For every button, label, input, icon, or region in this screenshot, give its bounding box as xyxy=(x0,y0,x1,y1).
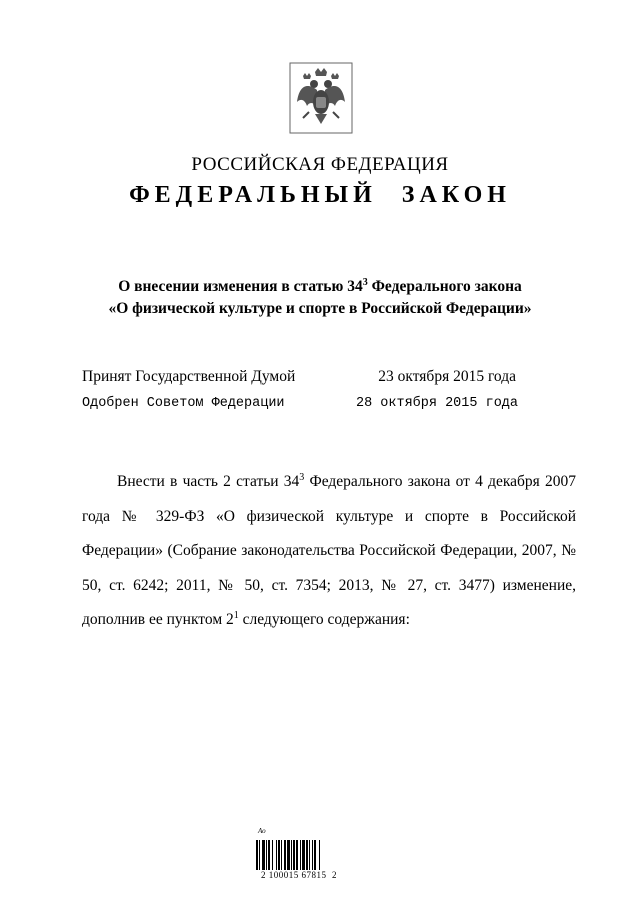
barcode-icon xyxy=(256,840,340,870)
law-body xyxy=(82,465,576,638)
council-date: 28 октября 2015 года xyxy=(355,396,518,411)
council-approval-row xyxy=(82,396,518,411)
body-paragraph: Внести в часть 2 статьи $34^3$ Федерального закона от 4 декабря 2007 года № 329-ФЗ «О физической культуре и спорте в Российской Федерации» (Собрание законодательства Российской Федерации, 2007, № 50, ст. 6242; 2011, № 50, ст. 7354; 2013, № 27, ст. 3477) изменение, дополнив ее пунктом $2^1$ следующего содержания: xyxy=(82,471,576,628)
country-heading: РОССИЙСКАЯ ФЕДЕРАЦИЯ xyxy=(191,154,449,175)
barcode-number: 2 100015 67815 2 xyxy=(261,870,337,880)
law-type-heading: ФЕДЕРАЛЬНЫЙ ЗАКОН xyxy=(129,182,511,208)
law-title-line-1: О внесении изменения в статью $34^3$ Федерального закона xyxy=(118,276,522,295)
duma-adoption-row xyxy=(82,368,532,386)
duma-date: 23 октября 2015 года xyxy=(378,368,516,385)
council-label: Одобрен Советом Федерации xyxy=(82,396,285,411)
coat-of-arms-icon xyxy=(289,62,353,134)
law-title xyxy=(0,276,640,320)
registration-stamp: Ао xyxy=(258,827,266,835)
law-title-line-2: «О физической культуре и спорте в Российской Федерации» xyxy=(108,300,532,317)
duma-label: Принят Государственной Думой xyxy=(82,368,296,385)
